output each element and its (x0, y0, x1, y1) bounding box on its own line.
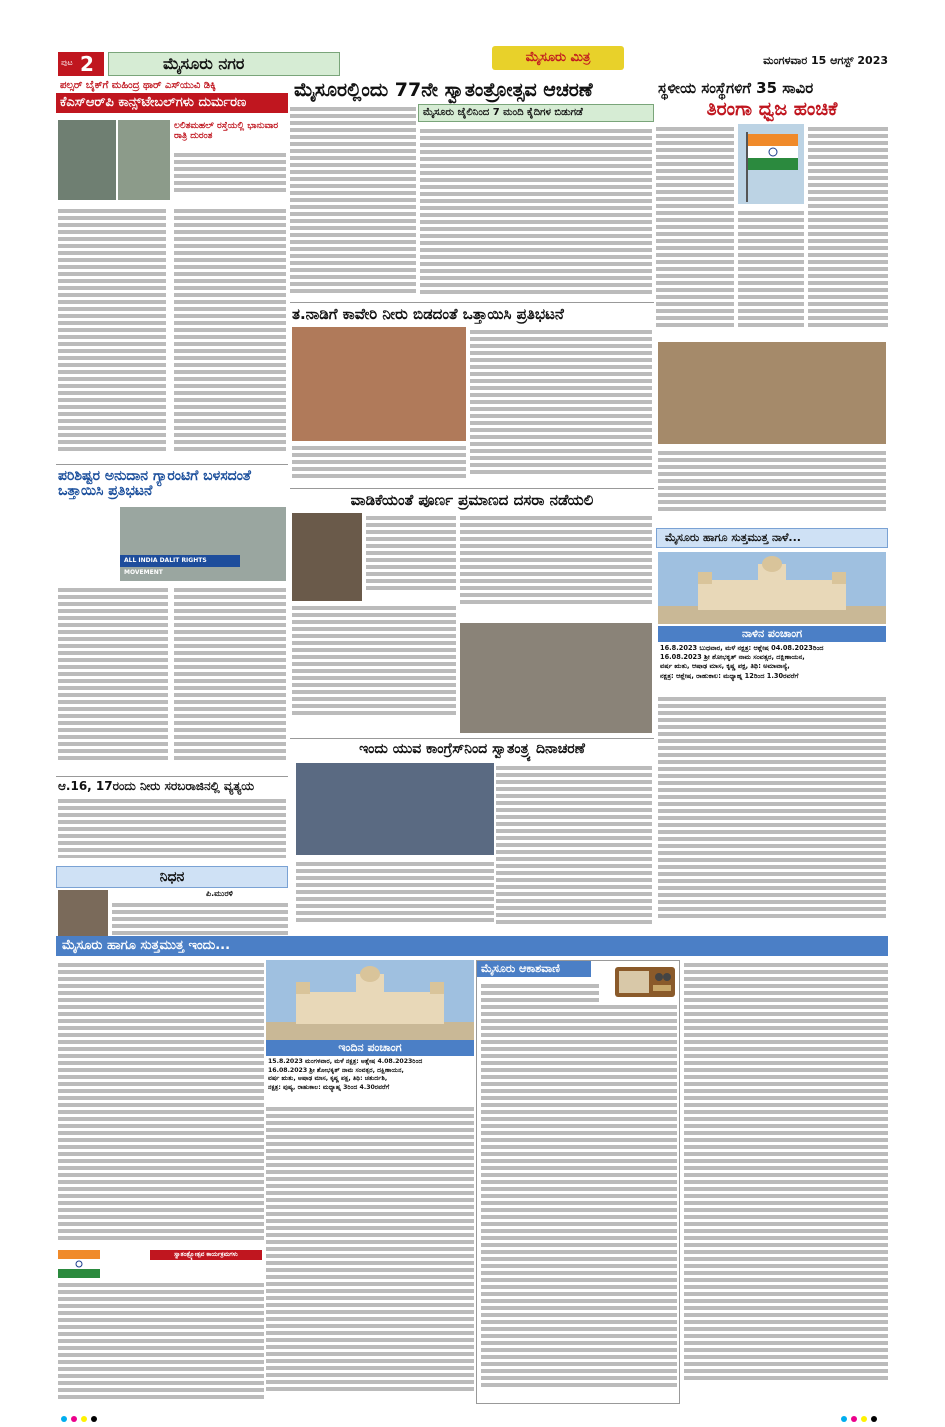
article-body-right (808, 124, 888, 336)
article-body-left (656, 124, 734, 336)
prisoner-article-body (420, 126, 652, 300)
bottom-section-bar: ಮೈಸೂರು ಹಾಗೂ ಸುತ್ತಮುತ್ತ ಇಂದು... (56, 936, 888, 956)
article-body-left (366, 513, 456, 599)
headline: ಇಂದು ಯುವ ಕಾಂಗ್ರೆಸ್‌ನಿಂದ ಸ್ವಾತಂತ್ರ್ಯ ದಿನಾಚರಣೆ (359, 741, 585, 757)
radio-schedule (481, 981, 677, 1401)
subheadline-box: ಮೈಸೂರು ಜೈಲಿನಿಂದ 7 ಮಂದಿ ಕೈದಿಗಳ ಬಿಡುಗಡೆ (418, 104, 654, 122)
photo-soldier-2 (118, 120, 170, 200)
article-body-under-photo (292, 443, 466, 483)
protest-photo (120, 507, 286, 581)
palace-image (658, 552, 886, 624)
article-body-left (296, 859, 494, 933)
left-mid-article (56, 464, 288, 774)
group-photo (658, 342, 886, 444)
headline: ಪರಿಶಿಷ್ಟರ ಅನುದಾನ ಗ್ಯಾರಂಟಿಗೆ ಬಳಸದಂತೆ ಒತ್ತಾಯಿಸಿ ಪ್ರತಿಭಟನೆ (58, 468, 251, 500)
panchanga-text: 16.8.2023 ಬುಧವಾರ, ಮಳೆ ನಕ್ಷತ್ರ: ಆಶ್ಲೇಷ 04.08.2023ರಿಂದ 16.08.2023 ಶ್ರೀ ಶೋಭಕೃತ್ ನಾಮ ಸಂವತ್ಸರ, ದಕ್ಷಿಣಾಯನ, ವರ್ಷ ಋತು, ಆಷಾಢ ಮಾಸ, ಕೃಷ್ಣ ಪಕ್ಷ, ತಿಥಿ: ಅಮಾವಾಸ್ಯೆ, ನಕ್ಷತ್ರ: ಆಶ್ಲೇಷ, ರಾಹುಕಾಲ: ಮಧ್ಯಾಹ್ನ 12ರಿಂದ 1.30ರವರೆಗೆ (660, 644, 824, 680)
article-body (58, 585, 286, 771)
headline-2: ತಿರಂಗಾ ಧ್ವಜ ಹಂಚಿಕೆ (706, 97, 838, 120)
dasara-article (290, 488, 654, 736)
left-top-article (56, 78, 288, 462)
obituary-title: ನಿಧನ (56, 866, 288, 888)
article-body (470, 327, 652, 483)
page-number-badge (58, 52, 104, 76)
headline: ತ.ನಾಡಿಗೆ ಕಾವೇರಿ ನೀರು ಬಿಡದಂತೆ ಒತ್ತಾಯಿಸಿ ಪ್ರತಿಭಟನೆ (292, 305, 564, 323)
tomorrow-events (656, 528, 888, 934)
photo-soldier-1 (58, 120, 116, 200)
panchanga-title: ನಾಳಿನ ಪಂಚಾಂಗ (658, 626, 886, 642)
section-title: ಮೈಸೂರು ನಗರ (108, 52, 340, 76)
page-label: ಪುಟ (61, 58, 73, 67)
group-photo-block (656, 340, 888, 526)
radio-box (476, 960, 680, 1404)
article-body-right (460, 513, 652, 617)
section-title: ಮೈಸೂರು ಹಾಗೂ ಸುತ್ತಮುತ್ತ ನಾಳೆ... (656, 528, 888, 548)
bottom-events-col2 (266, 1104, 474, 1404)
flag-photo (738, 124, 804, 204)
panchanga-text: 15.8.2023 ಮಂಗಳವಾರ, ಮಳೆ ನಕ್ಷತ್ರ: ಆಶ್ಲೇಷ 4.08.2023ರಿಂದ 16.08.2023 ಶ್ರೀ ಶೋಭಕೃತ್ ನಾಮ ಸಂವತ್ಸರ, ದಕ್ಷಿಣಾಯನ, ವರ್ಷ ಋತು, ಆಷಾಢ ಮಾಸ, ಕೃಷ್ಣ ಪಕ್ಷ, ತಿಥಿ: ಚತುರ್ದಶಿ, ನಕ್ಷತ್ರ: ಪುಷ್ಯ, ರಾಹುಕಾಲ: ಮಧ್ಯಾಹ್ನ 3ರಿಂದ 4.30ರವರೆಗೆ (268, 1058, 423, 1092)
press-meet-photo (296, 763, 494, 855)
headline: ಕೆಎಸ್‌ಆರ್‌ಪಿ ಕಾನ್ಸ್‌ಟೇಬಲ್‌ಗಳು ದುರ್ಮರಣ (56, 93, 288, 113)
cauvery-protest-article (290, 302, 654, 486)
bottom-events-col1 (58, 960, 264, 1250)
bottom-palace-image (266, 960, 474, 1040)
headline: ವಾಡಿಕೆಯಂತೆ ಪೂರ್ಣ ಪ್ರಮಾಣದ ದಸರಾ ನಡೆಯಲಿ (350, 491, 594, 509)
dasara-speaker-photo (292, 513, 362, 601)
youth-congress-article (290, 738, 654, 934)
headline-1: ಸ್ಥಳೀಯ ಸಂಸ್ಥೆಗಳಿಗೆ 35 ಸಾವಿರ (658, 79, 814, 97)
headline: ಆ.16, 17ರಂದು ನೀರು ಸರಬರಾಜಿನಲ್ಲಿ ವ್ಯತ್ಯಯ (58, 779, 255, 793)
article-body-right (496, 763, 652, 933)
subheadline: ಲಲಿತಮಹಲ್ ರಸ್ತೆಯಲ್ಲಿ ಭಾನುವಾರ ರಾತ್ರಿ ದುರಂತ (174, 121, 279, 141)
kicker: ಪಲ್ಸರ್ ಬೈಕ್‌ಗೆ ಮಹಿಂದ್ರ ಥಾರ್ ಎಸ್‌ಯುವಿ ಡಿಕ್ಕಿ (60, 80, 216, 91)
article-body-columns (58, 206, 286, 458)
article-body (290, 104, 416, 300)
masthead: ಮೈಸೂರು ಮಿತ್ರ (492, 46, 624, 70)
header-date: ಮಂಗಳವಾರ 15 ಆಗಸ್ಟ್ 2023 (763, 54, 888, 67)
obituary-name: ಪಿ.ಮುರಳಿ (206, 889, 233, 898)
independence-label: ಸ್ವಾತಂತ್ರ್ಯೋತ್ಸವ ಕಾರ್ಯಕ್ರಮಗಳು (150, 1250, 262, 1260)
article-body-bottom (292, 603, 456, 731)
headline: ಮೈಸೂರಲ್ಲಿಂದು 77ನೇ ಸ್ವಾತಂತ್ರೋತ್ಸವ ಆಚರಣೆ (294, 79, 593, 101)
center-top-article (290, 78, 654, 302)
article-body-under-flag (738, 208, 804, 336)
india-flag-icon (58, 1250, 100, 1278)
independence-box (58, 1250, 264, 1274)
palace-icon (266, 960, 474, 1040)
bottom-panchanga (266, 1040, 474, 1100)
notice-body (56, 796, 288, 858)
flag-distribution-article (656, 78, 888, 338)
print-color-marks (60, 1408, 880, 1416)
water-notice (56, 776, 288, 864)
panchanga-title: ಇಂದಿನ ಪಂಚಾಂಗ (266, 1040, 474, 1056)
page-number: 2 (80, 52, 94, 76)
page-header (58, 52, 888, 76)
article-body (174, 150, 286, 202)
bottom-events-col4 (684, 960, 888, 1404)
flag-icon (738, 124, 804, 204)
obituary (56, 866, 288, 934)
radio-title: ಮೈಸೂರು ಆಕಾಶವಾಣಿ (477, 961, 591, 977)
palace-icon (658, 552, 886, 624)
photo-caption (658, 448, 886, 524)
protest-banner: ALL INDIA DALIT RIGHTS MOVEMENT (120, 555, 240, 567)
felicitation-photo (460, 623, 652, 733)
bottom-events-col1-lower (58, 1280, 264, 1404)
cauvery-protest-photo (292, 327, 466, 441)
event-list (658, 694, 886, 930)
